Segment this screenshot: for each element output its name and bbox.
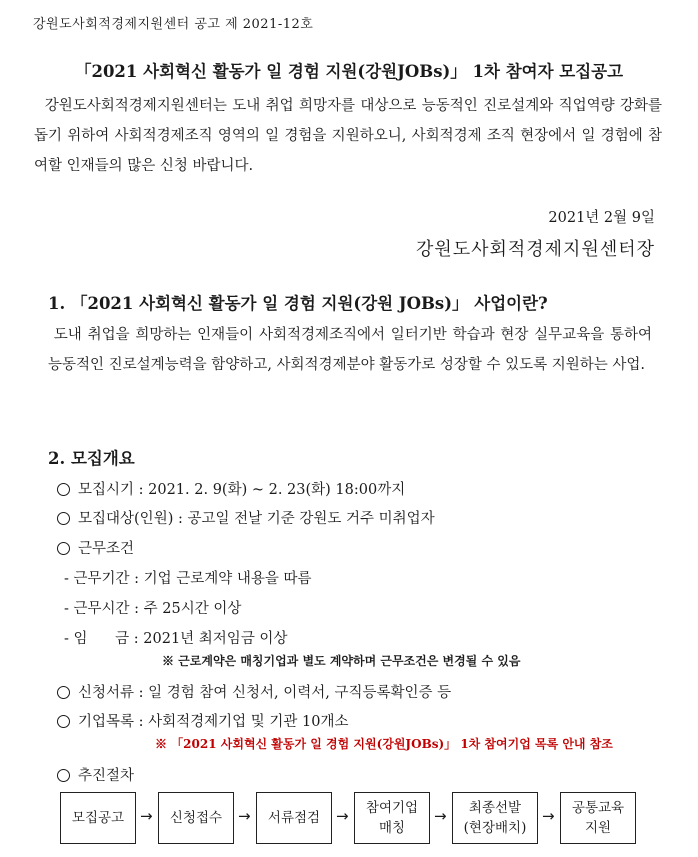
application-documents — [57, 681, 451, 702]
flow-step-2 — [158, 792, 234, 844]
flow-step-4 — [354, 792, 430, 844]
work-hours: - 근무시간 : 주 25시간 이상 — [64, 601, 242, 617]
application-documents-text: 신청서류 : 일 경험 참여 신청서, 이력서, 구직등록확인증 등 — [78, 685, 452, 701]
intro-paragraph — [34, 91, 662, 181]
notice-number: 강원도사회적경제지원센터 공고 제 2021-12호 — [33, 17, 314, 32]
procedure-label: 추진절차 — [78, 768, 135, 784]
recruit-target — [57, 507, 435, 528]
circle-bullet-icon — [57, 769, 70, 782]
section1-text: 도내 취업을 희망하는 인재들이 사회적경제조직에서 일터기반 학습과 현장 실무교육을 통하여 능동적인 진로설계능력을 함양하고, 사회적경제분야 활동가로 성장할 수 있도록 지원하는 사업. — [48, 327, 652, 373]
section2-title: 2. 모집개요 — [48, 449, 135, 468]
flow-step-5 — [452, 792, 538, 844]
section1-body — [48, 320, 652, 380]
signer: 강원도사회적경제지원센터장 — [415, 239, 655, 260]
flow-step-label: 공통교육 지원 — [571, 800, 625, 836]
company-list-note: ※ 「2021 사회혁신 활동가 일 경험 지원(강원JOBs)」 1차 참여기업 목록 안내 참조 — [155, 737, 613, 751]
flow-step-label: 모집공고 — [71, 810, 125, 826]
arrow-right-icon: → — [140, 807, 153, 825]
announcement-date: 2021년 2월 9일 — [548, 210, 655, 226]
procedure — [57, 764, 134, 785]
contract-note: ※ 근로계약은 매칭기업과 별도 계약하며 근무조건은 변경될 수 있음 — [162, 654, 521, 668]
arrow-right-icon: → — [238, 807, 251, 825]
arrow-right-icon: → — [542, 807, 555, 825]
flow-step-label: 서류점검 — [267, 810, 321, 826]
page-title: 「2021 사회혁신 활동가 일 경험 지원(강원JOBs)」 1차 참여자 모집공고 — [74, 62, 624, 81]
flow-step-label: 참여기업 매칭 — [365, 800, 419, 836]
recruit-target-text: 모집대상(인원) : 공고일 전날 기준 강원도 거주 미취업자 — [78, 511, 435, 527]
circle-bullet-icon — [57, 542, 70, 555]
work-conditions-label: 근무조건 — [78, 541, 135, 557]
intro-text: 강원도사회적경제지원센터는 도내 취업 희망자를 대상으로 능동적인 진로설계와 직업역량 강화를 돕기 위하여 사회적경제조직 영역의 일 경험을 지원하오니, 사회적경제 조직 현장에서 일 경험에 참여할 인재들의 많은 신청 바랍니다. — [34, 98, 662, 174]
recruit-period-text: 모집시기 : 2021. 2. 9(화) ~ 2. 23(화) 18:00까지 — [78, 482, 406, 498]
company-list — [57, 710, 349, 731]
work-conditions — [57, 537, 134, 558]
circle-bullet-icon — [57, 483, 70, 496]
work-period: - 근무기간 : 기업 근로계약 내용을 따름 — [64, 571, 312, 587]
section1-title: 1. 「2021 사회혁신 활동가 일 경험 지원(강원 JOBs)」 사업이란? — [48, 294, 548, 313]
circle-bullet-icon — [57, 686, 70, 699]
arrow-right-icon: → — [336, 807, 349, 825]
flow-step-label: 최종선발 (현장배치) — [463, 800, 527, 836]
circle-bullet-icon — [57, 512, 70, 525]
flow-step-6 — [560, 792, 636, 844]
recruit-period — [57, 478, 405, 499]
arrow-right-icon: → — [434, 807, 447, 825]
flow-step-3 — [256, 792, 332, 844]
circle-bullet-icon — [57, 715, 70, 728]
flow-step-label: 신청접수 — [169, 810, 223, 826]
flow-step-1 — [60, 792, 136, 844]
company-list-text: 기업목록 : 사회적경제기업 및 기관 10개소 — [78, 714, 349, 730]
wage: - 임 금 : 2021년 최저임금 이상 — [64, 631, 288, 647]
